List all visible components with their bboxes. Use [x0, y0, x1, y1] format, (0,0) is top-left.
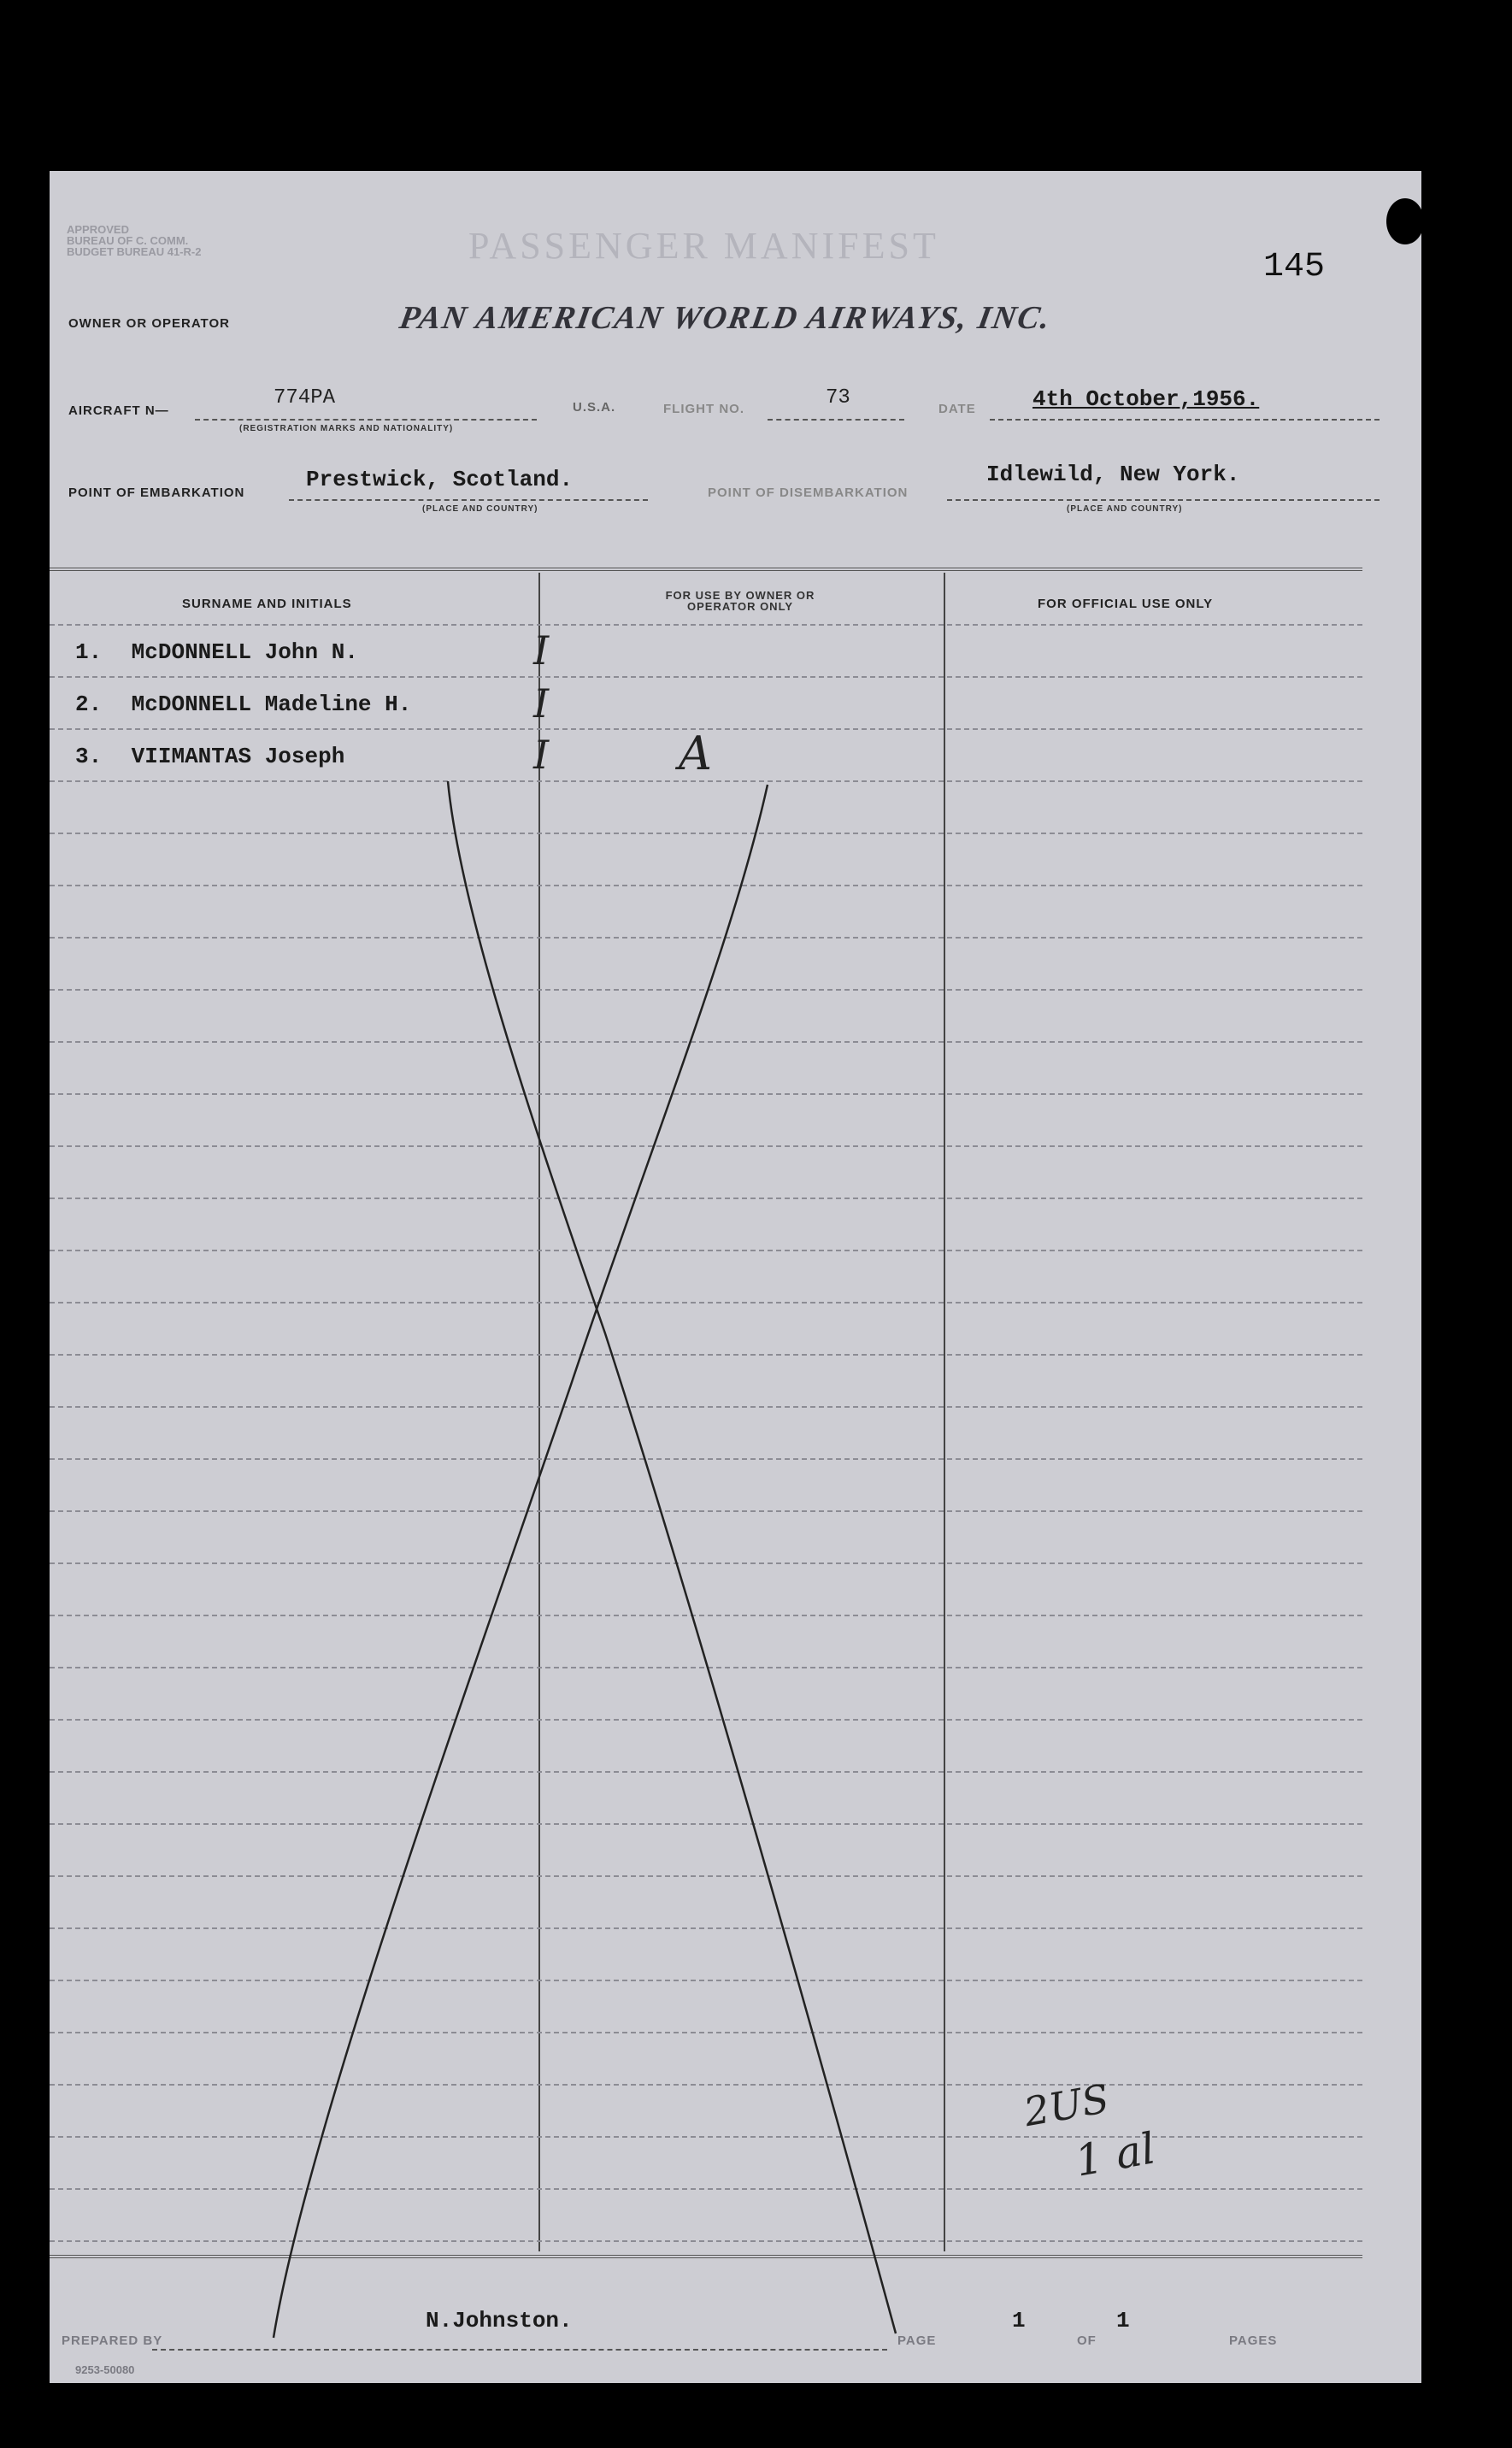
disembarkation-label: POINT OF DISEMBARKATION: [708, 485, 909, 500]
column-header-official-use: FOR OFFICIAL USE ONLY: [1038, 597, 1214, 611]
aircraft-registration: 774PA: [274, 386, 336, 409]
page-number: 145: [1263, 248, 1326, 286]
passenger-name: McDONNELL Madeline H.: [131, 691, 412, 717]
embarkation-place: Prestwick, Scotland.: [306, 467, 574, 492]
annotation-line-2: 1 al: [1071, 2123, 1159, 2186]
cross-out-strike: [50, 171, 1421, 2383]
column-header-owner-use: FOR USE BY OWNER OR OPERATOR ONLY: [665, 589, 815, 613]
approval-line: BUDGET BUREAU 41-R-2: [67, 245, 202, 258]
embarkation-label: POINT OF EMBARKATION: [68, 485, 245, 500]
page-label: PAGE: [897, 2333, 937, 2348]
of-label: OF: [1077, 2333, 1097, 2348]
aircraft-sublabel: (REGISTRATION MARKS AND NATIONALITY): [239, 424, 454, 433]
usa-label: U.S.A.: [573, 400, 616, 415]
flight-number: 73: [826, 386, 850, 409]
form-title: PASSENGER MANIFEST: [468, 225, 939, 267]
column-header-name: SURNAME AND INITIALS: [182, 597, 352, 611]
of-value: 1: [1116, 2308, 1130, 2333]
owner-mark: I: [533, 627, 550, 674]
operator-name: PAN AMERICAN WORLD AIRWAYS, INC.: [397, 300, 1055, 336]
passenger-number: 2.: [75, 691, 103, 717]
manifest-sheet: [50, 171, 1421, 2383]
approval-line: APPROVED: [67, 223, 129, 236]
annotation-line-1: 2US: [1021, 2074, 1113, 2136]
prepared-by-name: N.Johnston.: [426, 2308, 573, 2333]
passenger-number: 3.: [75, 744, 103, 769]
owner-mark: I: [533, 680, 550, 727]
passenger-number: 1.: [75, 639, 103, 665]
official-mark: A: [679, 727, 712, 780]
disembarkation-place: Idlewild, New York.: [986, 462, 1240, 487]
prepared-by-label: PREPARED BY: [62, 2333, 163, 2348]
disembarkation-sublabel: (PLACE AND COUNTRY): [1067, 504, 1183, 514]
pages-label: PAGES: [1229, 2333, 1278, 2348]
embarkation-sublabel: (PLACE AND COUNTRY): [422, 504, 538, 514]
aircraft-label: AIRCRAFT N—: [68, 403, 169, 418]
ink-blot: [1386, 198, 1424, 244]
date-label: DATE: [938, 402, 976, 416]
passenger-name: McDONNELL John N.: [131, 639, 358, 665]
flight-label: FLIGHT NO.: [663, 402, 744, 416]
owner-mark: I: [533, 732, 550, 778]
approval-line: BUREAU OF C. COMM.: [67, 234, 189, 247]
flight-date: 4th October,1956.: [1033, 386, 1260, 412]
form-code: 9253-50080: [75, 2363, 135, 2376]
passenger-name: VIIMANTAS Joseph: [131, 744, 345, 769]
page-value: 1: [1012, 2308, 1026, 2333]
owner-label: OWNER OR OPERATOR: [68, 316, 230, 331]
